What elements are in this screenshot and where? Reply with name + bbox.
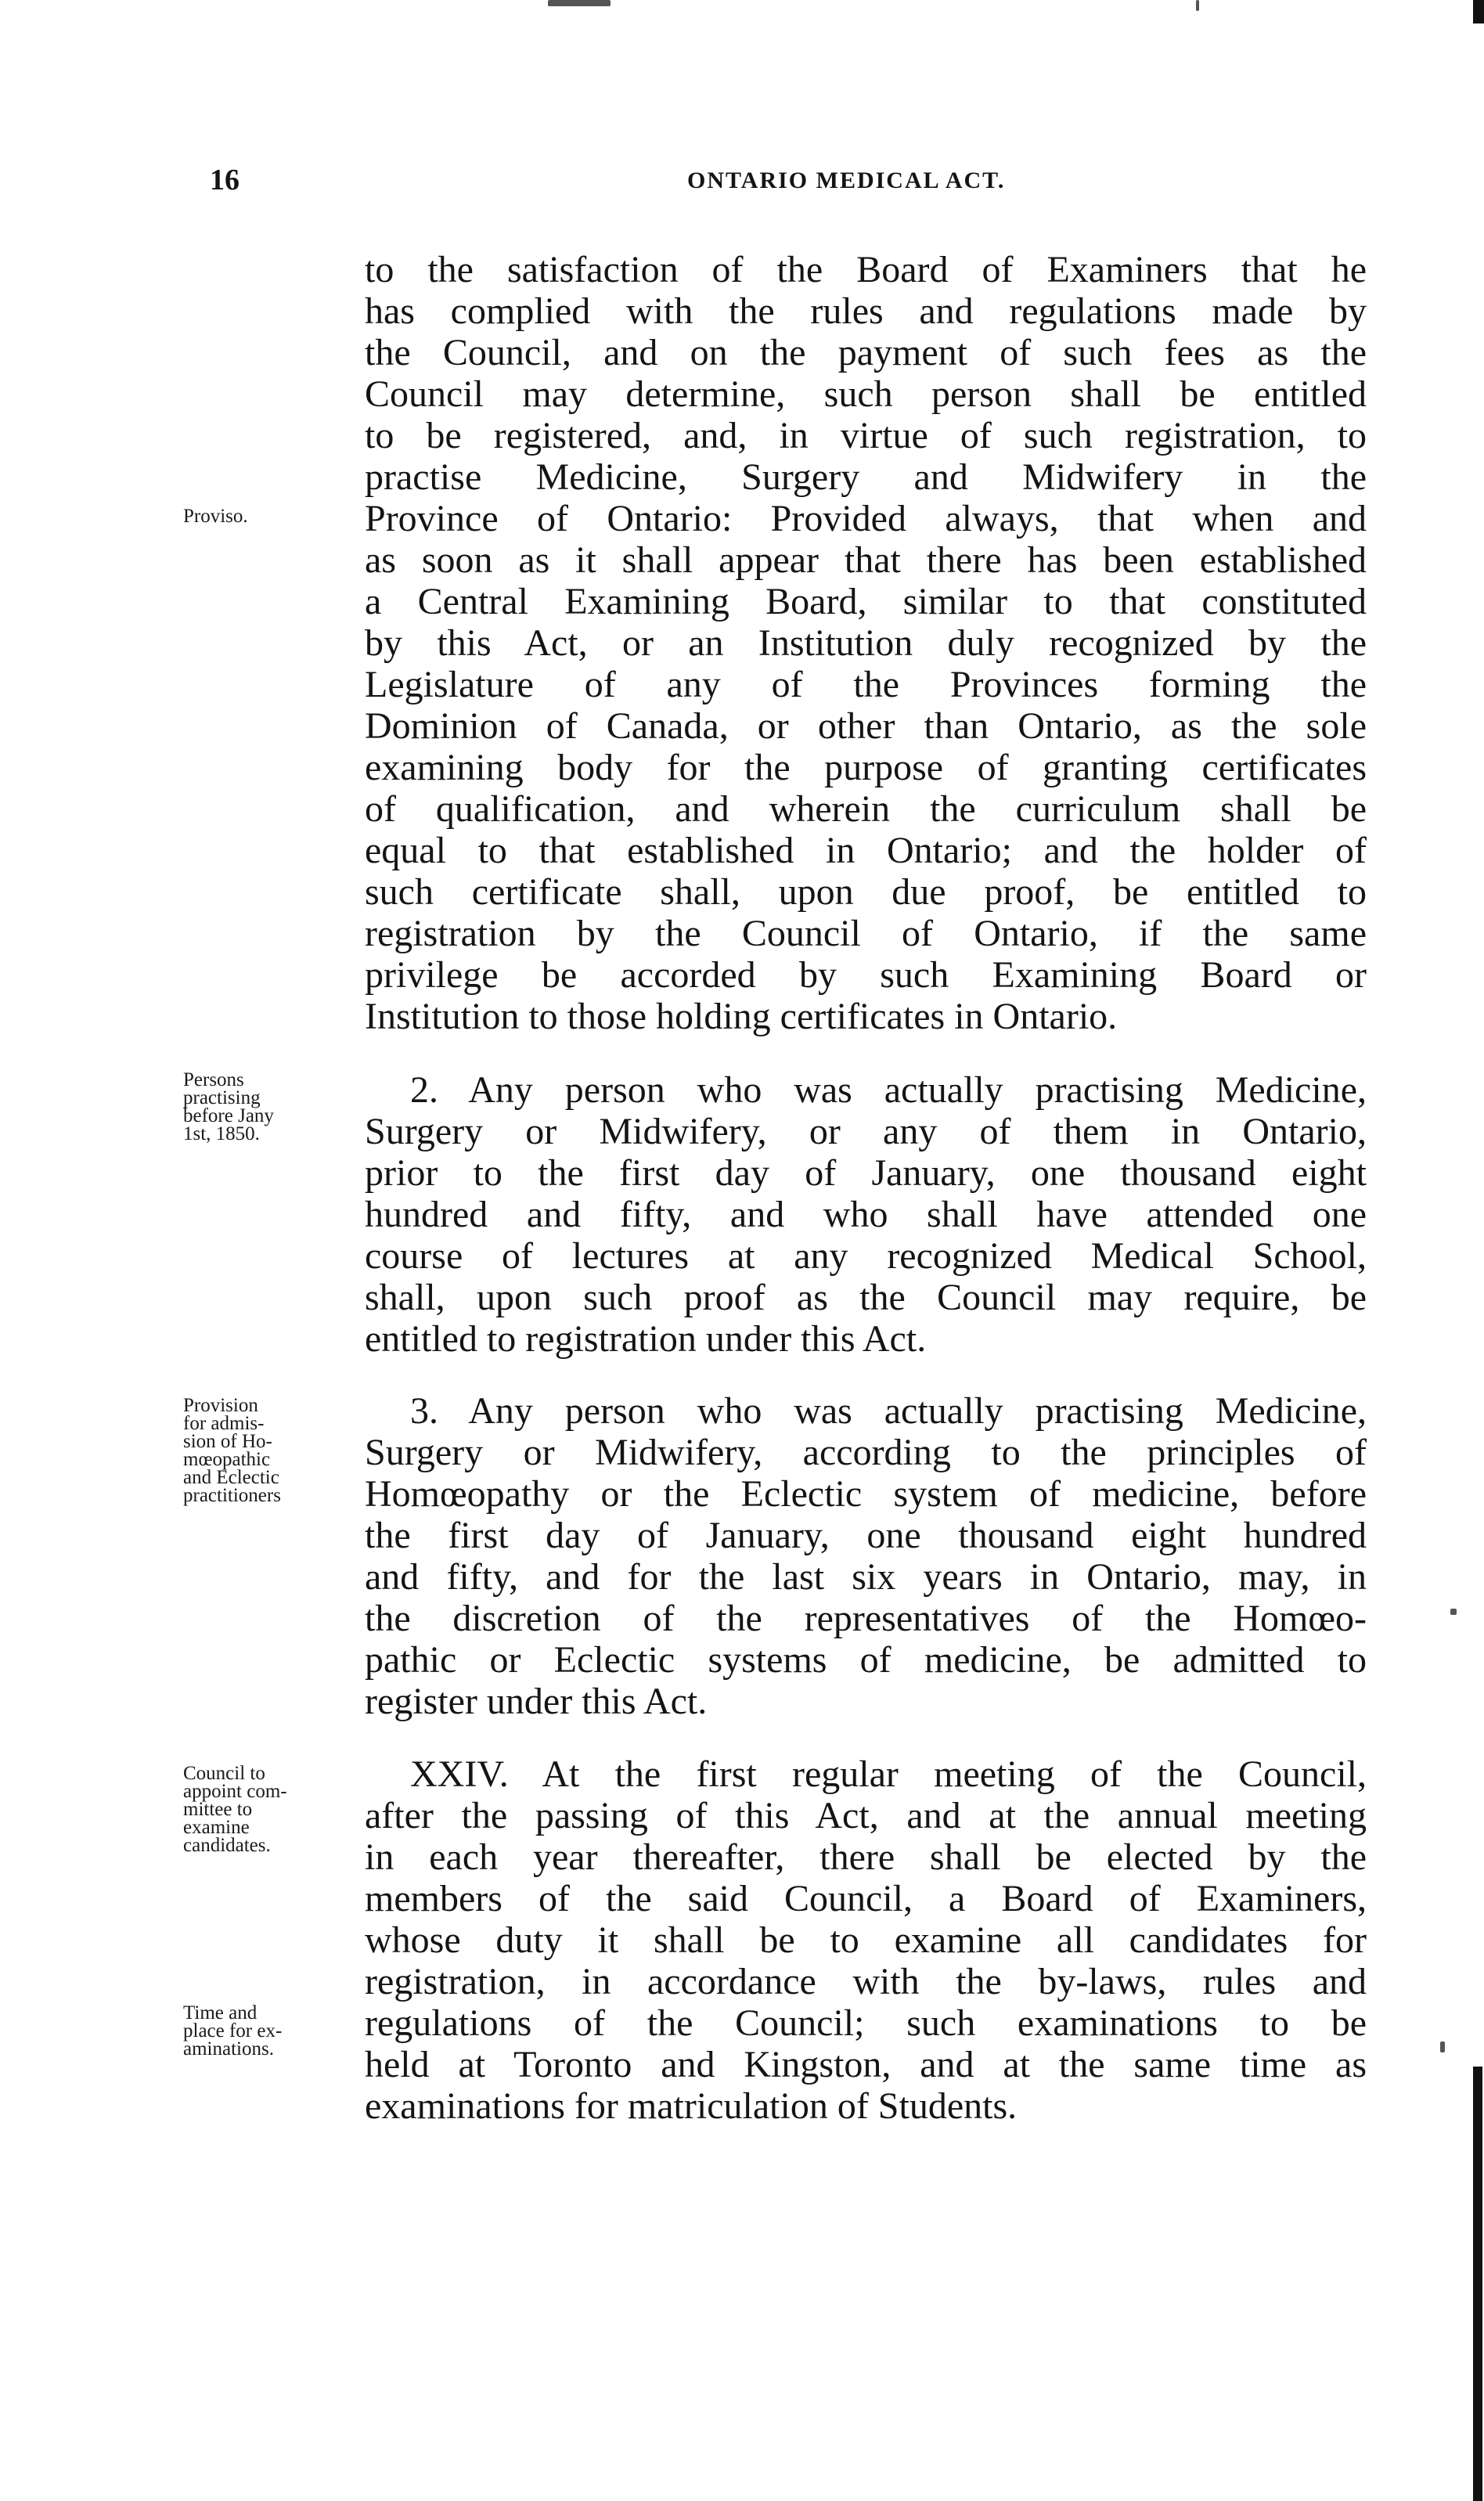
margin-note-persons-practising (183, 1071, 365, 1143)
paragraph-section-xxiv (365, 1753, 1367, 2127)
text-line: XXIV. At the first regular meeting of the Council, (410, 1753, 1367, 1795)
text-line: to the satisfaction of the Board of Examiners that he (365, 249, 1367, 290)
margin-note-line: aminations. (183, 2038, 274, 2060)
text-line: by this Act, or an Institution duly recognized by the (365, 622, 1367, 664)
text-line: Surgery or Midwifery, or any of them in Ontario, (365, 1111, 1367, 1152)
text-line: 3. Any person who was actually practising Medicine, (410, 1390, 1367, 1432)
margin-note-line: for admis- (183, 1413, 265, 1434)
text-line: Institution to those holding certificates in Ontario. (365, 996, 1118, 1037)
scan-speck (1450, 1609, 1457, 1615)
text-line: equal to that established in Ontario; and the holder of (365, 830, 1367, 871)
text-line: registration by the Council of Ontario, if the same (365, 913, 1367, 954)
margin-note-line: appoint com- (183, 1781, 287, 1802)
scan-speck (1196, 0, 1199, 11)
margin-note-proviso (183, 507, 365, 525)
text-line: as soon as it shall appear that there has been established (365, 539, 1367, 581)
text-line: has complied with the rules and regulations made by (365, 290, 1367, 332)
running-title: ONTARIO MEDICAL ACT. (687, 168, 1006, 193)
margin-note-line: 1st, 1850. (183, 1123, 260, 1144)
text-line: course of lectures at any recognized Medical School, (365, 1235, 1367, 1277)
text-line: pathic or Eclectic systems of medicine, be admitted to (365, 1639, 1367, 1681)
paragraph-continuation (365, 249, 1367, 1037)
text-line: examinations for matriculation of Students. (365, 2085, 1018, 2127)
text-line: to be registered, and, in virtue of such registration, to (365, 415, 1367, 456)
page-number: 16 (210, 164, 240, 196)
text-line: and fifty, and for the last six years in Ontario, may, in (365, 1556, 1367, 1598)
margin-note-line: Council to (183, 1763, 265, 1784)
text-line: regulations of the Council; such examinations to be (365, 2002, 1367, 2044)
margin-note-line: candidates. (183, 1835, 271, 1856)
text-line: registration, in accordance with the by-laws, rules and (365, 1961, 1367, 2002)
margin-note-line: examine (183, 1817, 250, 1838)
text-line: prior to the first day of January, one thousand eight (365, 1152, 1367, 1194)
margin-note-line: mittee to (183, 1799, 253, 1820)
text-line: of qualification, and wherein the curriculum shall be (365, 788, 1367, 830)
margin-note-council-committee (183, 1764, 365, 1854)
text-line: Legislature of any of the Provinces forming the (365, 664, 1367, 705)
margin-note-line: practising (183, 1087, 261, 1108)
text-line: entitled to registration under this Act. (365, 1318, 927, 1360)
text-line: Surgery or Midwifery, according to the principles of (365, 1432, 1367, 1473)
text-line: the first day of January, one thousand eight hundred (365, 1515, 1367, 1556)
text-line: in each year thereafter, there shall be elected by the (365, 1836, 1367, 1878)
margin-note-line: sion of Ho- (183, 1431, 272, 1452)
margin-note-line: and Eclectic (183, 1467, 279, 1488)
margin-note-line: Provision (183, 1395, 258, 1416)
text-line: 2. Any person who was actually practising Medicine, (410, 1069, 1367, 1111)
text-line: register under this Act. (365, 1681, 708, 1722)
text-line: Council may determine, such person shall be entitled (365, 373, 1367, 415)
paragraph-section-2 (365, 1069, 1367, 1360)
margin-note-line: Proviso. (183, 506, 248, 527)
text-line: shall, upon such proof as the Council may require, be (365, 1277, 1367, 1318)
text-line: the Council, and on the payment of such fees as the (365, 332, 1367, 373)
scan-speck (548, 0, 611, 6)
text-line: examining body for the purpose of granting certificates (365, 747, 1367, 788)
text-line: practise Medicine, Surgery and Midwifery in the (365, 456, 1367, 498)
margin-note-line: place for ex- (183, 2020, 283, 2042)
text-line: Homœopathy or the Eclectic system of medicine, before (365, 1473, 1367, 1515)
scan-edge-bar (1473, 2067, 1482, 2501)
text-line: hundred and fifty, and who shall have attended one (365, 1194, 1367, 1235)
margin-note-line: mœopathic (183, 1449, 271, 1470)
scan-speck (1440, 2042, 1445, 2052)
scan-edge-bar (1473, 0, 1484, 23)
text-line: Dominion of Canada, or other than Ontario, as the sole (365, 705, 1367, 747)
text-line: whose duty it shall be to examine all candidates for (365, 1919, 1367, 1961)
margin-note-line: practitioners (183, 1485, 281, 1506)
margin-note-line: Persons (183, 1069, 244, 1090)
paragraph-section-3 (365, 1390, 1367, 1722)
page-header (210, 163, 1368, 210)
margin-note-line: Time and (183, 2002, 258, 2024)
text-line: such certificate shall, upon due proof, be entitled to (365, 871, 1367, 913)
text-line: after the passing of this Act, and at the annual meeting (365, 1795, 1367, 1836)
scan-edge-mark (1470, 0, 1484, 2501)
text-line: the discretion of the representatives of the Homœo- (365, 1598, 1367, 1639)
text-line: a Central Examining Board, similar to that constituted (365, 581, 1367, 622)
text-line: Province of Ontario: Provided always, that when and (365, 498, 1367, 539)
text-line: privilege be accorded by such Examining Board or (365, 954, 1367, 996)
margin-note-time-place (183, 2004, 365, 2058)
margin-note-provision-homoeopathic (183, 1396, 365, 1505)
text-line: held at Toronto and Kingston, and at the same time as (365, 2044, 1367, 2085)
text-line: members of the said Council, a Board of Examiners, (365, 1878, 1367, 1919)
margin-note-line: before Jany (183, 1105, 274, 1126)
